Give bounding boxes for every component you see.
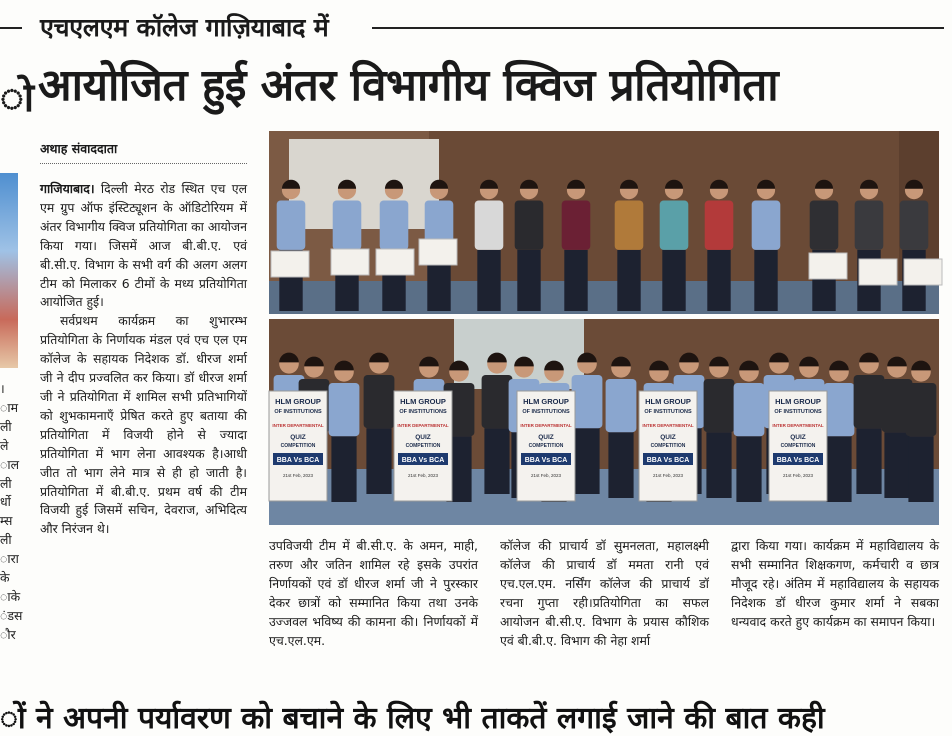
- standee-text: QUIZ: [290, 434, 306, 441]
- certificate: [809, 253, 847, 279]
- column-1-paragraph-1: दिल्ली मेरठ रोड स्थित एच एल एम ग्रुप ऑफ इंस्टिट्यूशन के ऑडिटोरियम में अंतर विभागीय क्विज प्रतियोगिता का आयोजन किया गया। जिसमें आज बी.बी.ए. एवं बी.सी.ए. विभाग के सभी वर्ग की अलग अलग टीम को मिलाकर 6 टीमों के मध्य प्रतियोगिता आयोजित हुई।: [40, 181, 247, 310]
- certificate: [904, 259, 942, 285]
- quiz-standee: [517, 391, 575, 501]
- standee-text: HLM GROUP: [775, 397, 821, 406]
- quiz-standee: [769, 391, 827, 501]
- group-photo-teams: [269, 319, 939, 525]
- standee-text: COMPETITION: [405, 443, 441, 449]
- standee-text: COMPETITION: [528, 443, 564, 449]
- article-column-2: उपविजयी टीम में बी.सी.ए. के अमन, माही, तरुण और जतिन शामिल रहे इसके उपरांत निर्णायकों एवं डॉ धीरज शर्मा जी ने पुरस्कार देकर छात्रों को सम्मानित किया तथा उनके उज्जवल भविष्य की कामना की। निर्णायकों में एच.एल.एम.: [269, 538, 478, 648]
- column-1-paragraph-2: सर्वप्रथम कार्यक्रम का शुभारम्भ प्रतियोगिता के निर्णायक मंडल एवं एच एल एम कॉलेज के सहायक निदेशक डॉ. धीरज शर्मा जी ने दीप प्रज्वलित कर किया। डॉ धीरज शर्मा जी ने प्रतियोगिता में शामिल सभी प्रतिभागियों को शुभकामनाएँ प्रेषित करते हुए बताया की प्रतियोगिता में विजयी होने से ज्यादा प्रतियोगिता में भाग लेना आवश्यक है।आधी जीत तो भाग लेने मात्र से ही हो जाती है। प्रतियोगिता में बी.बी.ए. प्रथम वर्ष की टीम विजयी हुई जिसमें सचिन, देवराज, अभिदित्य और निरंजन थे।: [40, 313, 247, 537]
- standee-matchup: BBA Vs BCA: [401, 457, 445, 464]
- standee-matchup: BBA Vs BCA: [776, 457, 820, 464]
- article-column-1: [40, 180, 247, 692]
- standee-text: INTER DEPARTMENTAL: [272, 423, 324, 428]
- adjacent-text-line: ारा: [0, 551, 19, 567]
- adjacent-text-line: ले: [0, 437, 9, 453]
- certificate: [859, 259, 897, 285]
- adjacent-article-headline-fragment: ो: [0, 75, 35, 121]
- article-headline: आयोजित हुई अंतर विभागीय क्विज प्रतियोगिता: [38, 60, 779, 111]
- standee-text: OF INSTITUTIONS: [644, 409, 692, 415]
- standee-date: 21st Feb, 2023: [282, 473, 314, 478]
- standee-text: QUIZ: [660, 434, 676, 441]
- certificate: [331, 249, 369, 275]
- top-rule-right: [372, 27, 944, 29]
- adjacent-text-line: ।: [0, 381, 5, 396]
- article-kicker: एचएलएम कॉलेज गाज़ियाबाद में: [40, 13, 329, 42]
- standee-date: 21st Feb, 2023: [530, 473, 562, 478]
- standee-text: COMPETITION: [780, 443, 816, 449]
- standee-text: HLM GROUP: [275, 397, 321, 406]
- article-column-3: कॉलेज की प्राचार्य डॉ सुमनलता, महालक्ष्मी कॉलेज की प्राचार्य डॉ ममता रानी एवं एच.एल.एम. नर्सिंग कॉलेज की प्राचार्य डॉ रचना गुप्ता रही।प्रतियोगिता का सफल आयोजन बी.सी.ए. विभाग के प्रयास कौशिक एवं बी.बी.ए. विभाग की नेहा शर्मा: [500, 538, 709, 648]
- adjacent-text-line: म्स: [0, 513, 13, 529]
- standee-text: HLM GROUP: [400, 397, 446, 406]
- standee-text: INTER DEPARTMENTAL: [772, 423, 824, 428]
- standee-text: HLM GROUP: [645, 397, 691, 406]
- next-article-headline-fragment: ों ने अपनी पर्यावरण को बचाने के लिए भी ताकतें लगाई जाने की बात कही: [0, 701, 825, 736]
- adjacent-text-line: ली: [0, 418, 12, 434]
- standee-date: 21st Feb, 2023: [652, 473, 684, 478]
- standee-text: COMPETITION: [280, 443, 316, 449]
- byline: अथाह संवाददाता: [40, 141, 118, 156]
- byline-rule: [40, 163, 247, 164]
- adjacent-article-text-fragment: [0, 380, 23, 645]
- adjacent-text-line: ाके: [0, 588, 21, 604]
- adjacent-text-line: ौर: [0, 626, 16, 642]
- standee-matchup: BBA Vs BCA: [276, 457, 320, 464]
- certificate: [376, 249, 414, 275]
- adjacent-text-line: के: [0, 570, 10, 586]
- standee-text: QUIZ: [790, 434, 806, 441]
- adjacent-text-line: ली: [0, 475, 12, 491]
- certificate: [271, 251, 309, 277]
- adjacent-text-line: ाम: [0, 399, 18, 415]
- standee-text: OF INSTITUTIONS: [274, 409, 322, 415]
- adjacent-article-photo-fragment: [0, 173, 18, 368]
- standee-text: HLM GROUP: [523, 397, 569, 406]
- top-rule-left: [0, 27, 22, 29]
- certificate: [419, 239, 457, 265]
- group-photo-awards: [269, 131, 939, 314]
- article-column-4: द्वारा किया गया। कार्यक्रम में महाविद्यालय के सभी सम्मानित शिक्षकगण, कर्मचारी व छात्र मौजूद रहे। अंतिम में महाविद्यालय के सहायक निदेशक डॉ धीरज कुमार शर्मा ने सबका धन्यवाद करते हुए कार्यक्रम का समापन किया।: [731, 538, 939, 629]
- standee-text: QUIZ: [538, 434, 554, 441]
- standee-text: OF INSTITUTIONS: [522, 409, 570, 415]
- adjacent-text-line: र्धो: [0, 494, 11, 510]
- standee-text: OF INSTITUTIONS: [774, 409, 822, 415]
- adjacent-text-line: ली: [0, 532, 12, 548]
- quiz-standee: [394, 391, 452, 501]
- standee-text: INTER DEPARTMENTAL: [397, 423, 449, 428]
- standee-text: INTER DEPARTMENTAL: [642, 423, 694, 428]
- standee-matchup: BBA Vs BCA: [646, 457, 690, 464]
- standee-date: 21st Feb, 2023: [782, 473, 814, 478]
- quiz-standee: [639, 391, 697, 501]
- standee-matchup: BBA Vs BCA: [524, 457, 568, 464]
- standee-text: COMPETITION: [650, 443, 686, 449]
- dateline-place: गाजियाबाद।: [40, 181, 95, 196]
- standee-text: OF INSTITUTIONS: [399, 409, 447, 415]
- adjacent-text-line: ाल: [0, 456, 19, 472]
- adjacent-text-line: ंडस: [0, 607, 23, 623]
- standee-text: INTER DEPARTMENTAL: [520, 423, 572, 428]
- quiz-standee: [269, 391, 327, 501]
- standee-text: QUIZ: [415, 434, 431, 441]
- standee-date: 21st Feb, 2023: [407, 473, 439, 478]
